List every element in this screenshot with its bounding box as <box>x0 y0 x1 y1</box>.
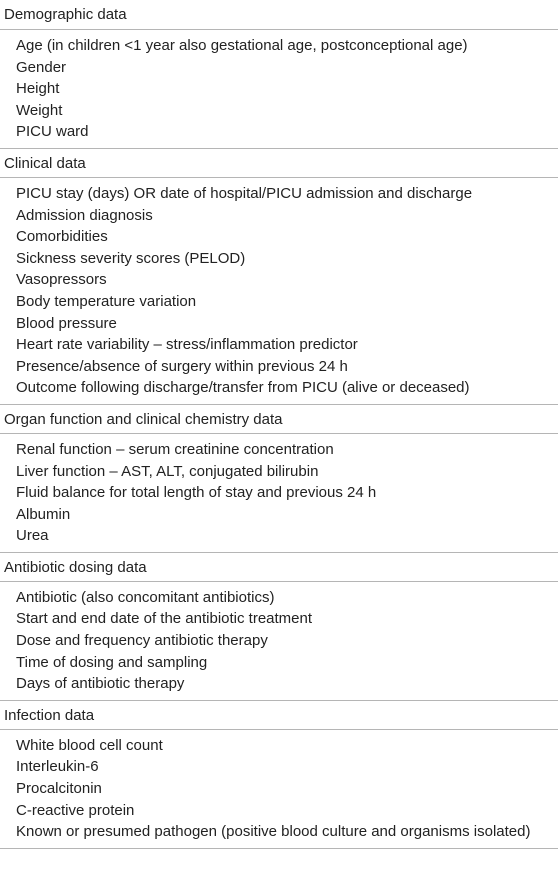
list-item: Vasopressors <box>16 271 107 289</box>
list-item: White blood cell count <box>16 736 163 754</box>
list-item: Antibiotic (also concomitant antibiotics) <box>16 588 275 606</box>
section-header: Clinical data <box>0 148 558 178</box>
list-item: Liver function – AST, ALT, conjugated bilirubin <box>16 462 319 480</box>
list-item: Days of antibiotic therapy <box>16 675 185 693</box>
list-item: Presence/absence of surgery within previous 24 h <box>16 357 348 375</box>
section-body <box>0 582 558 700</box>
list-item: Interleukin-6 <box>16 758 99 776</box>
section-infection <box>0 700 558 848</box>
list-item: Outcome following discharge/transfer from PICU (alive or deceased) <box>16 379 470 397</box>
section-header: Demographic data <box>0 0 558 30</box>
list-item: Body temperature variation <box>16 292 197 310</box>
list-item: Age (in children <1 year also gestational age, postconceptional age) <box>16 37 468 54</box>
section-antibiotic-dosing <box>0 552 558 700</box>
list-item: Gender <box>16 58 67 76</box>
list-item: Blood pressure <box>16 314 117 332</box>
section-body <box>0 30 558 148</box>
list-item: Admission diagnosis <box>16 206 153 224</box>
section-body <box>0 178 558 404</box>
list-item: Time of dosing and sampling <box>16 653 208 671</box>
list-item: Fluid balance for total length of stay and previous 24 h <box>16 484 377 502</box>
list-item: Start and end date of the antibiotic treatment <box>16 610 313 628</box>
section-organ-function <box>0 404 558 552</box>
section-header: Antibiotic dosing data <box>0 552 558 582</box>
list-item: Dose and frequency antibiotic therapy <box>16 632 268 650</box>
section-body <box>0 434 558 552</box>
section-header: Infection data <box>0 700 558 730</box>
list-item: Comorbidities <box>16 228 108 246</box>
section-body <box>0 730 558 848</box>
list-item: C-reactive protein <box>16 801 135 819</box>
list-item: Urea <box>16 527 49 545</box>
section-clinical <box>0 148 558 404</box>
section-header: Organ function and clinical chemistry data <box>0 404 558 434</box>
list-item: Renal function – serum creatinine concentration <box>16 440 334 458</box>
list-item: Procalcitonin <box>16 780 102 798</box>
list-item: PICU stay (days) OR date of hospital/PICU admission and discharge <box>16 184 473 202</box>
list-item: Albumin <box>16 505 71 523</box>
list-item: Weight <box>16 101 63 119</box>
table-bottom-rule <box>0 848 558 849</box>
section-demographic <box>0 0 558 148</box>
list-item: Height <box>16 80 60 98</box>
list-item: Sickness severity scores (PELOD) <box>16 249 246 267</box>
list-item: Heart rate variability – stress/inflammation predictor <box>16 336 358 354</box>
list-item: Known or presumed pathogen (positive blood culture and organisms isolated) <box>16 823 531 841</box>
list-item: PICU ward <box>16 123 89 141</box>
